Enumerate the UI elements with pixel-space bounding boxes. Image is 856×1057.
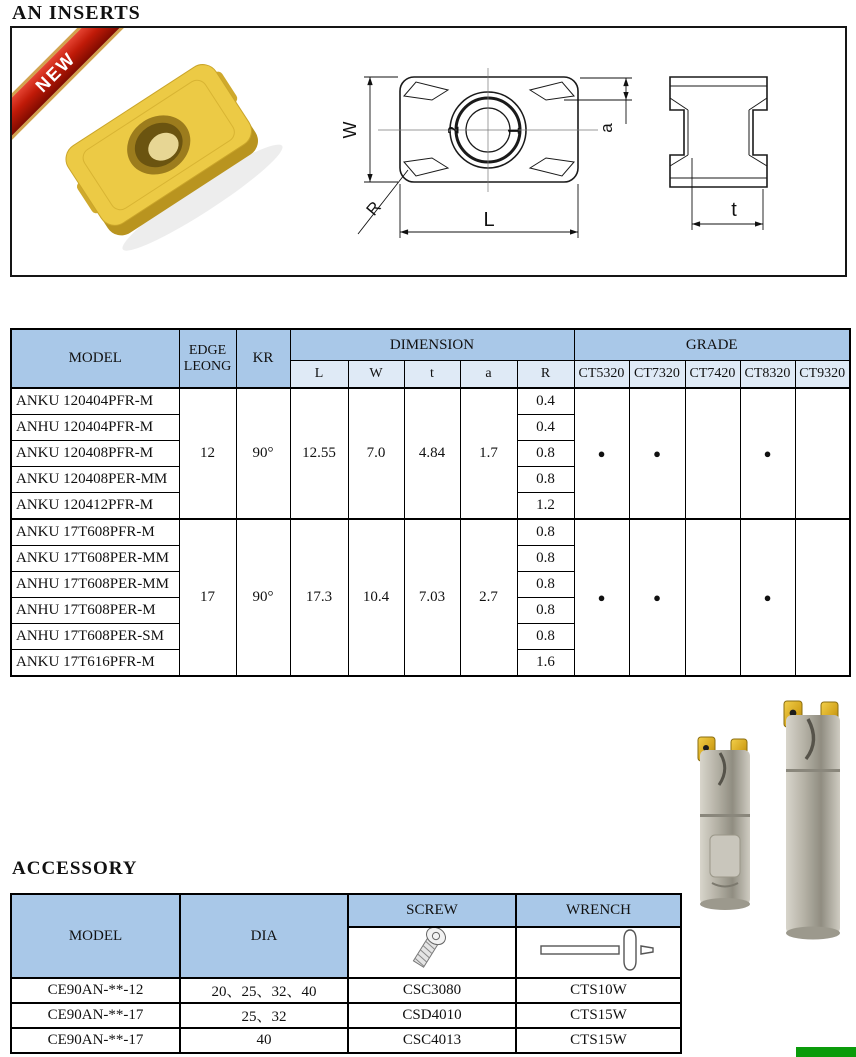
grade-mark-ct7420	[685, 388, 740, 519]
a-dimension	[564, 78, 632, 124]
acc-header-wrench: WRENCH	[516, 894, 681, 927]
model-cell: ANKU 17T608PFR-M	[11, 519, 179, 546]
acc-model-cell: CE90AN-**-12	[11, 978, 180, 1003]
t-dimension	[692, 158, 763, 230]
wrench-icon	[537, 928, 661, 972]
model-cell: ANKU 120412PFR-M	[11, 493, 179, 520]
model-cell: ANKU 120408PER-MM	[11, 467, 179, 493]
wrench-icon-cell	[516, 927, 681, 978]
r-dim-label: R	[362, 197, 386, 220]
model-cell: ANKU 120404PFR-M	[11, 388, 179, 415]
screw-icon-cell	[348, 927, 516, 978]
end-mill-short	[698, 737, 750, 910]
acc-screw-cell: CSD4010	[348, 1003, 516, 1028]
header-grade-ct9320: CT9320	[795, 361, 850, 389]
grade-mark-ct8320: ●	[740, 388, 795, 519]
end-mill-long	[784, 701, 840, 940]
model-cell: ANHU 17T608PER-M	[11, 598, 179, 624]
dim-R-cell: 0.4	[517, 415, 574, 441]
model-cell: ANKU 17T608PER-MM	[11, 546, 179, 572]
screw-icon	[402, 928, 462, 972]
header-dim-R: R	[517, 361, 574, 389]
acc-wrench-cell: CTS10W	[516, 978, 681, 1003]
tool-holders-photo	[690, 695, 850, 945]
grade-mark-ct9320	[795, 519, 850, 676]
header-model: MODEL	[11, 329, 179, 388]
header-dimension: DIMENSION	[290, 329, 574, 361]
edge-mark-1: 1	[505, 127, 523, 135]
header-dim-W: W	[348, 361, 404, 389]
w-dimension	[364, 77, 398, 182]
dim-R-cell: 0.8	[517, 441, 574, 467]
grade-mark-ct9320	[795, 388, 850, 519]
grade-mark-ct7420	[685, 519, 740, 676]
kr-cell: 90°	[236, 388, 290, 519]
w-dim-label: W	[340, 121, 360, 139]
acc-dia-cell: 40	[180, 1028, 348, 1053]
header-grade-ct5320: CT5320	[574, 361, 629, 389]
dim-R-cell: 0.8	[517, 467, 574, 493]
dim-R-cell: 0.8	[517, 598, 574, 624]
page-title: AN INSERTS	[12, 2, 151, 28]
table-row	[11, 519, 850, 546]
header-grade-ct8320: CT8320	[740, 361, 795, 389]
new-ribbon-label: NEW	[12, 28, 131, 148]
accessory-row	[11, 978, 681, 1003]
acc-header-model: MODEL	[11, 894, 180, 978]
edge-mark-2: 2	[445, 126, 463, 134]
model-cell: ANKU 17T616PFR-M	[11, 650, 179, 677]
header-grade-ct7320: CT7320	[629, 361, 685, 389]
grade-mark-ct7320: ●	[629, 388, 685, 519]
acc-dia-cell: 25、32	[180, 1003, 348, 1028]
model-cell: ANHU 17T608PER-MM	[11, 572, 179, 598]
acc-wrench-cell: CTS15W	[516, 1003, 681, 1028]
side-view-drawing	[670, 77, 767, 187]
table-row	[11, 388, 850, 415]
front-view-drawing	[378, 68, 598, 192]
dim-L-cell: 12.55	[290, 388, 348, 519]
dim-a-cell: 2.7	[460, 519, 517, 676]
green-accent-bar	[796, 1047, 856, 1057]
accessory-row	[11, 1003, 681, 1028]
header-kr: KR	[236, 329, 290, 388]
dim-R-cell: 0.8	[517, 546, 574, 572]
a-dim-label: a	[597, 123, 616, 133]
header-dim-L: L	[290, 361, 348, 389]
t-dim-label: t	[731, 199, 737, 221]
acc-header-screw: SCREW	[348, 894, 516, 927]
acc-model-cell: CE90AN-**-17	[11, 1028, 180, 1053]
acc-dia-cell: 20、25、32、40	[180, 978, 348, 1003]
accessory-row	[11, 1028, 681, 1053]
inserts-spec-table	[10, 328, 851, 677]
dim-R-cell: 1.2	[517, 493, 574, 520]
dim-W-cell: 7.0	[348, 388, 404, 519]
dim-W-cell: 10.4	[348, 519, 404, 676]
header-grade-ct7420: CT7420	[685, 361, 740, 389]
acc-screw-cell: CSC3080	[348, 978, 516, 1003]
dim-t-cell: 4.84	[404, 388, 460, 519]
acc-screw-cell: CSC4013	[348, 1028, 516, 1053]
dim-R-cell: 0.8	[517, 572, 574, 598]
edge-leong-cell: 17	[179, 519, 236, 676]
header-grade: GRADE	[574, 329, 850, 361]
grade-mark-ct5320: ●	[574, 519, 629, 676]
insert-photo	[57, 50, 290, 264]
accessory-table	[10, 893, 682, 1054]
header-dim-a: a	[460, 361, 517, 389]
accessory-title: ACCESSORY	[12, 858, 138, 879]
dim-L-cell: 17.3	[290, 519, 348, 676]
header-edge-leong: EDGE LEONG	[179, 329, 236, 388]
grade-mark-ct8320: ●	[740, 519, 795, 676]
model-cell: ANHU 17T608PER-SM	[11, 624, 179, 650]
dim-R-cell: 0.8	[517, 624, 574, 650]
acc-wrench-cell: CTS15W	[516, 1028, 681, 1053]
header-dim-t: t	[404, 361, 460, 389]
grade-mark-ct5320: ●	[574, 388, 629, 519]
acc-header-dia: DIA	[180, 894, 348, 978]
l-dim-label: L	[483, 209, 495, 231]
dim-t-cell: 7.03	[404, 519, 460, 676]
edge-leong-cell: 12	[179, 388, 236, 519]
r-leader-line	[358, 170, 408, 234]
product-illustration-box	[10, 26, 847, 277]
insert-technical-drawing	[12, 28, 845, 275]
kr-cell: 90°	[236, 519, 290, 676]
dim-R-cell: 1.6	[517, 650, 574, 677]
model-cell: ANKU 120408PFR-M	[11, 441, 179, 467]
acc-model-cell: CE90AN-**-17	[11, 1003, 180, 1028]
dim-R-cell: 0.4	[517, 388, 574, 415]
dim-R-cell: 0.8	[517, 519, 574, 546]
grade-mark-ct7320: ●	[629, 519, 685, 676]
dim-a-cell: 1.7	[460, 388, 517, 519]
model-cell: ANHU 120404PFR-M	[11, 415, 179, 441]
